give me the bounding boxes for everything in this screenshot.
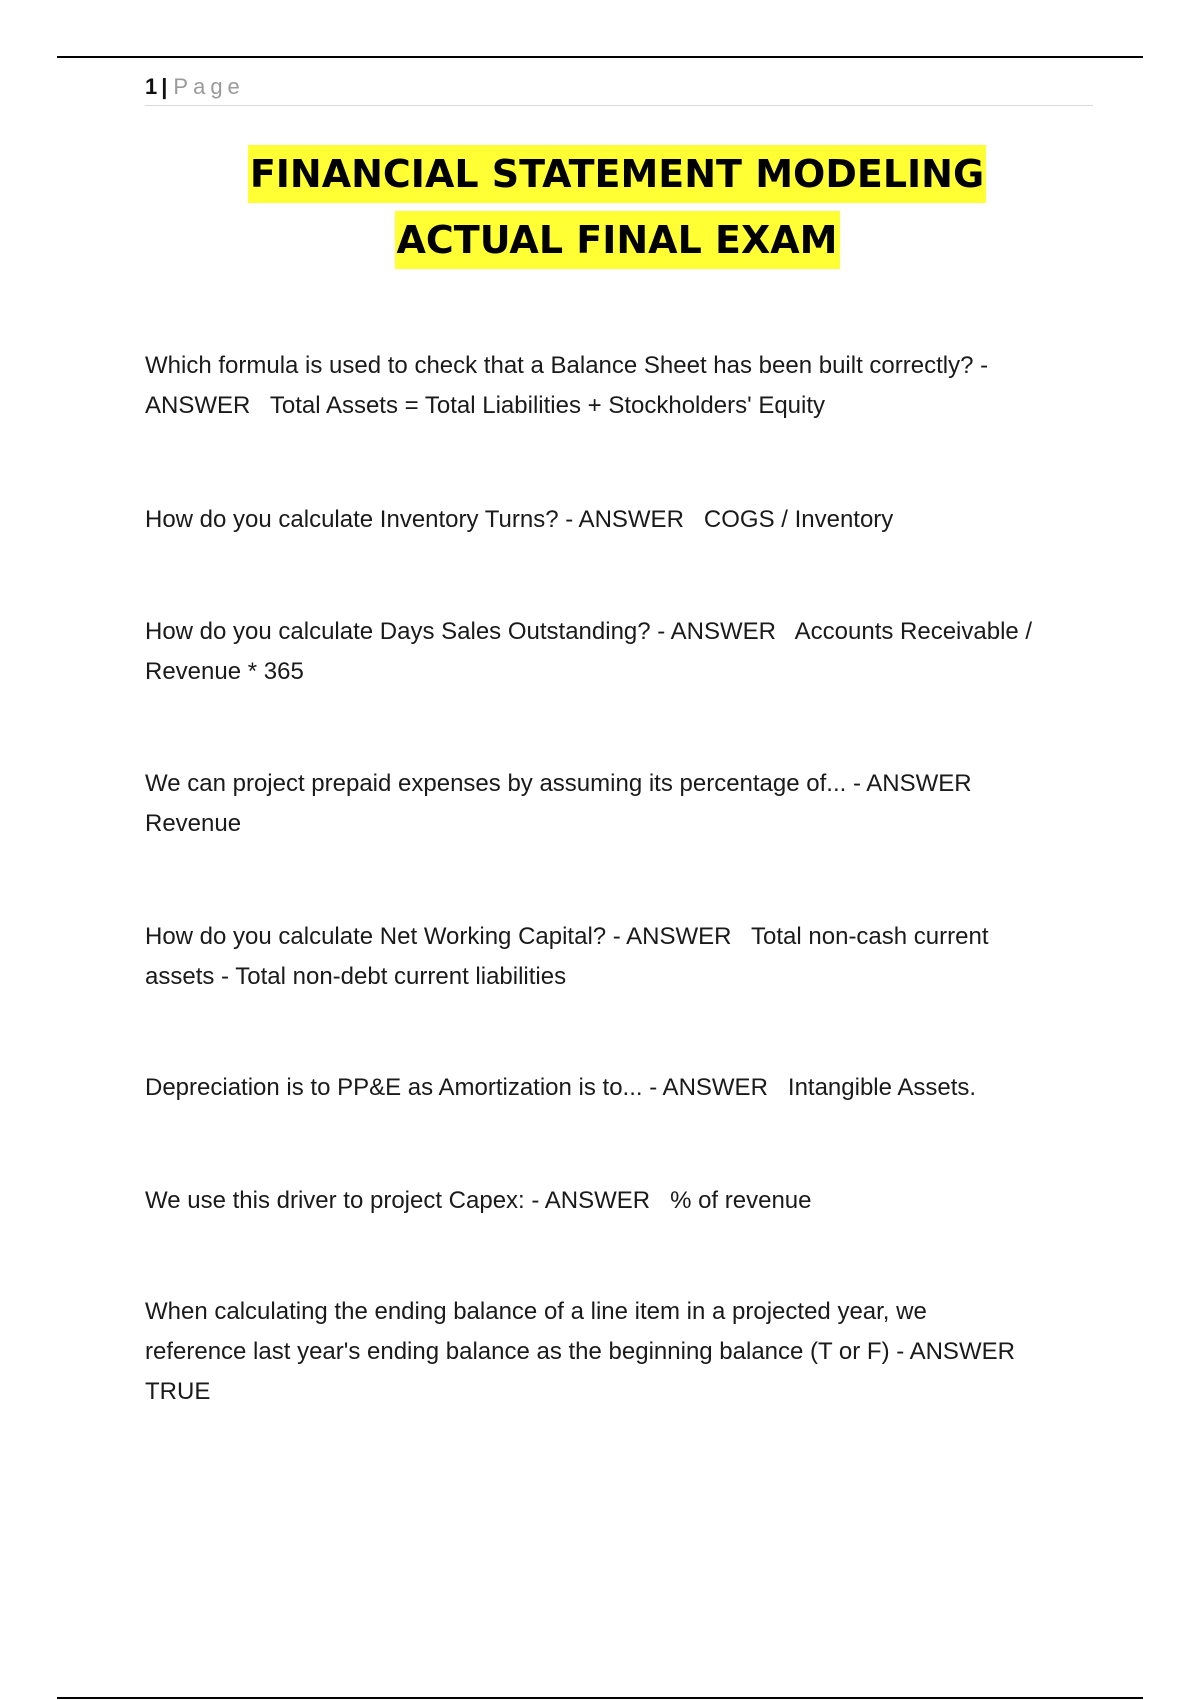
qa-item: How do you calculate Days Sales Outstanding? - ANSWER Accounts Receivable / Revenue * 365 xyxy=(145,618,1033,685)
title-line-2: ACTUAL FINAL EXAM xyxy=(395,211,840,269)
qa-item: How do you calculate Inventory Turns? - ANSWER COGS / Inventory xyxy=(145,506,894,533)
qa-item: Depreciation is to PP&E as Amortization is to... - ANSWER Intangible Assets. xyxy=(145,1074,977,1101)
page-header xyxy=(145,73,1093,106)
page-number: 1 xyxy=(145,74,158,99)
qa-item: Which formula is used to check that a Balance Sheet has been built correctly? - ANSWER Total Assets = Total Liabilities + Stockholders' Equity xyxy=(145,352,989,419)
top-rule xyxy=(57,56,1143,58)
qa-item: We can project prepaid expenses by assuming its percentage of... - ANSWER Revenue xyxy=(145,770,972,837)
document-title xyxy=(0,145,1200,277)
page-label: Page xyxy=(173,74,245,99)
qa-item: When calculating the ending balance of a line item in a projected year, we reference last year's ending balance as the beginning balance (T or F) - ANSWER TRUE xyxy=(145,1298,1015,1405)
qa-item: We use this driver to project Capex: - ANSWER % of revenue xyxy=(145,1187,812,1214)
bottom-rule xyxy=(57,1697,1143,1699)
qa-item: How do you calculate Net Working Capital? - ANSWER Total non-cash current assets - Total non-debt current liabilities xyxy=(145,923,989,990)
title-line-1: FINANCIAL STATEMENT MODELING xyxy=(248,145,986,203)
page-separator: | xyxy=(161,74,168,99)
